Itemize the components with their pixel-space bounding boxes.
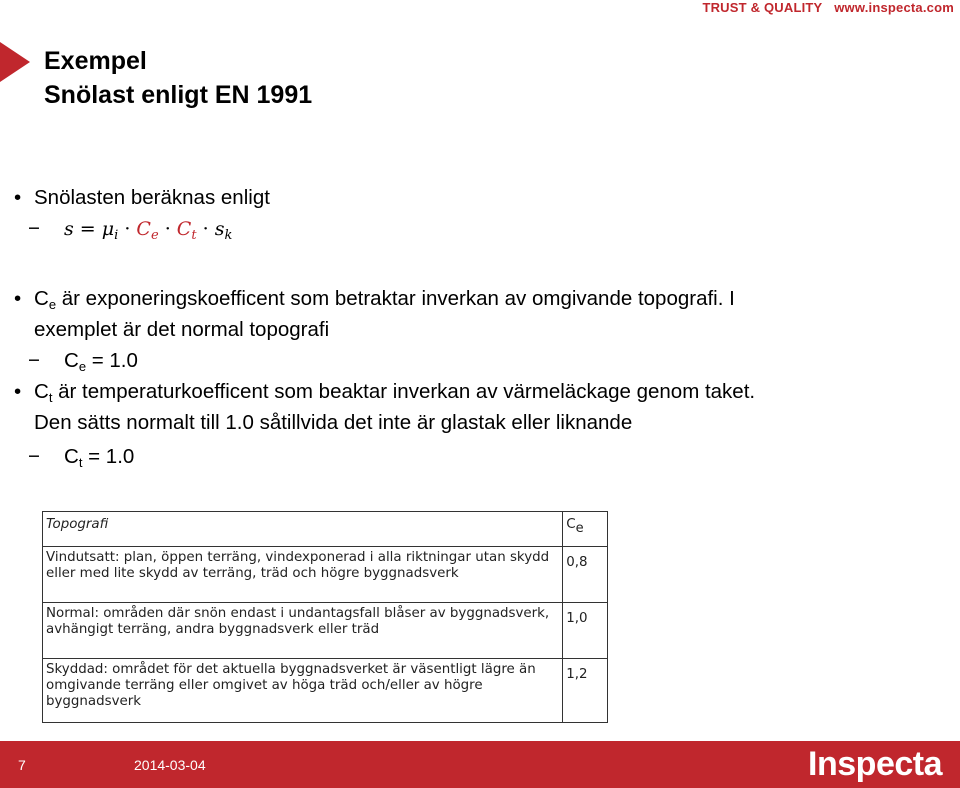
table-row	[43, 547, 608, 603]
footer-bar	[0, 741, 960, 788]
formula-dot-3: ·	[196, 218, 215, 240]
slide-content	[14, 182, 944, 472]
bullet-symbol: •	[14, 186, 22, 209]
formula-s: s	[64, 218, 74, 240]
header-tagline	[702, 0, 954, 15]
page-number: 7	[18, 757, 26, 773]
formula-ce: C	[136, 218, 151, 240]
formula-ct-sub: t	[191, 228, 197, 243]
bullet-symbol: •	[14, 380, 22, 403]
formula-row	[14, 213, 944, 245]
ct-value	[64, 445, 134, 468]
dash-symbol: −	[28, 217, 40, 240]
ct-value-text: = 1.0	[82, 445, 135, 468]
formula-sk-sub: k	[224, 228, 233, 243]
bullet-3	[14, 376, 944, 407]
footer-date: 2014-03-04	[134, 757, 206, 773]
bullet-3-continued	[14, 407, 944, 438]
bullet-2-text	[34, 287, 735, 310]
title-arrow-icon	[0, 40, 22, 84]
tagline-url: www.inspecta.com	[834, 0, 954, 15]
bullet-1-text: Snölasten beräknas enligt	[34, 186, 270, 209]
table-cell-topografi: Vindutsatt: plan, öppen terräng, vindexponerad i alla riktningar utan skydd eller med lite skydd av terräng, träd och högre byggnadsverk	[43, 547, 563, 603]
table-cell-value: 1,2	[563, 659, 608, 723]
header-ce	[563, 512, 608, 547]
inspecta-logo: Inspecta	[808, 745, 942, 783]
table-cell-value: 1,0	[563, 603, 608, 659]
bullet-1	[14, 182, 944, 213]
table-row	[43, 603, 608, 659]
dash-symbol: −	[28, 349, 40, 372]
bullet-3-text	[34, 380, 755, 403]
formula-ct: C	[176, 218, 192, 240]
bullet-symbol: •	[14, 287, 22, 310]
ce-sub: e	[78, 359, 87, 374]
bullet-2-line-1: är exponeringskoefficent som betraktar inverkan av omgivande topografi. I	[56, 287, 735, 310]
bullet-3-line-2: Den sätts normalt till 1.0 såtillvida det inte är glastak eller liknande	[34, 411, 633, 434]
snow-load-formula	[64, 218, 233, 243]
ct-symbol: C	[34, 380, 49, 403]
page-title	[44, 44, 312, 112]
bullet-2-continued	[14, 314, 944, 345]
bullet-3-line-1: är temperaturkoefficent som beaktar inverkan av värmeläckage genom taket.	[52, 380, 756, 403]
header-ce-symbol: C	[566, 517, 576, 532]
formula-dot-1: ·	[118, 218, 137, 240]
ct-symbol: C	[64, 445, 79, 468]
table-header-row	[43, 512, 608, 547]
ce-sub: e	[48, 297, 57, 312]
title-line-2: Snölast enligt EN 1991	[44, 81, 313, 109]
header-topografi: Topografi	[43, 512, 563, 547]
formula-eq: =	[73, 218, 102, 240]
dash-symbol: −	[28, 445, 40, 468]
table-cell-topografi: Skyddad: området för det aktuella byggnadsverket är väsentligt lägre än omgivande terräng eller omgivet av höga träd och/eller av högre byggnadsverk	[43, 659, 563, 723]
table-cell-topografi: Normal: områden där snön endast i undantagsfall blåser av byggnadsverk, avhängigt terräng, andra byggnadsverk eller träd	[43, 603, 563, 659]
formula-mu-sub: i	[114, 228, 119, 243]
title-line-1: Exempel	[44, 47, 147, 75]
ct-value-row	[14, 441, 944, 472]
table-cell-value: 0,8	[563, 547, 608, 603]
formula-ce-sub: e	[150, 228, 159, 243]
ce-value-row	[14, 345, 944, 376]
exposure-coefficient-table	[42, 511, 608, 723]
tagline-text: TRUST & QUALITY	[702, 0, 823, 15]
ct-sub: t	[78, 455, 83, 470]
formula-sk: s	[214, 218, 225, 240]
ce-symbol: C	[34, 287, 49, 310]
bullet-2-line-2: exemplet är det normal topografi	[34, 318, 330, 341]
ce-value-text: = 1.0	[86, 349, 138, 372]
header-ce-sub: e	[575, 521, 584, 536]
ct-sub: t	[48, 390, 53, 405]
ce-symbol: C	[64, 349, 79, 372]
table-row	[43, 659, 608, 723]
bullet-2	[14, 283, 944, 314]
ce-value	[64, 349, 138, 372]
formula-dot-2: ·	[158, 218, 177, 240]
formula-mu: μ	[101, 218, 115, 240]
